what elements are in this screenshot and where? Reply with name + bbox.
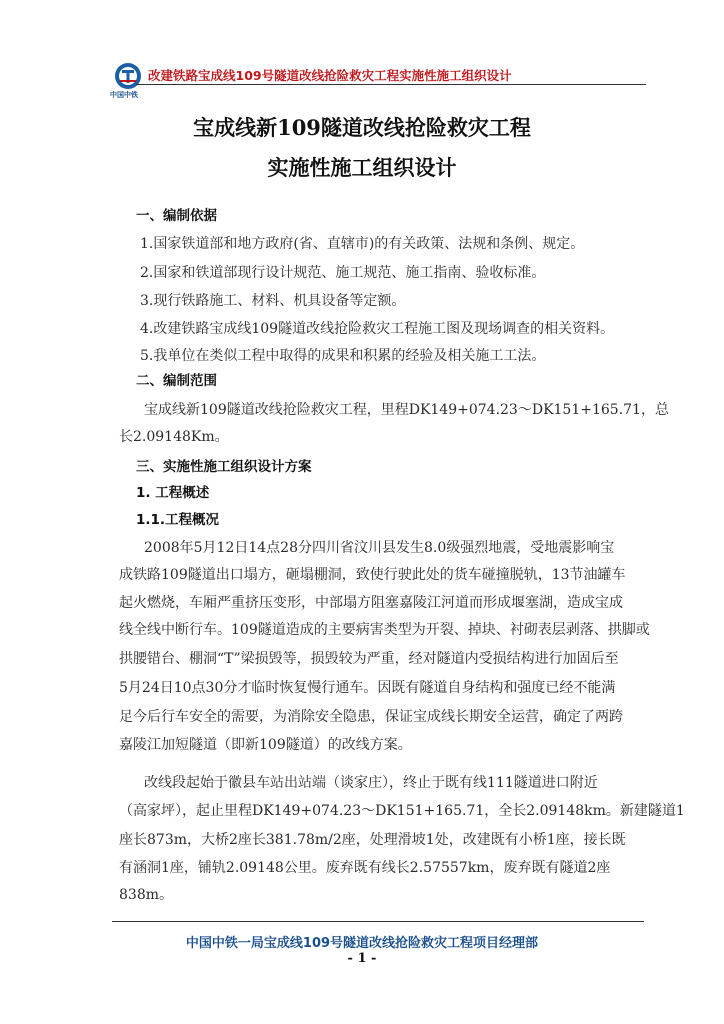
body-line: 2008年5月12日14点28分四川省汶川县发生8.0级强烈地震，受地震影响宝 bbox=[144, 540, 615, 556]
body-line: 嘉陵江加短隧道（即新109隧道）的改线方案。 bbox=[119, 737, 412, 753]
body-line: 2.国家和铁道部现行设计规范、施工规范、施工指南、验收标准。 bbox=[140, 265, 546, 281]
body-line: 4.改建铁路宝成线109隧道改线抢险救灾工程施工图及现场调查的相关资料。 bbox=[140, 321, 615, 337]
body-line: 5.我单位在类似工程中取得的成果和积累的经验及相关施工工法。 bbox=[140, 348, 546, 364]
body-line: 拱腰错台、棚洞“T”梁损毁等，损毁较为严重，经对隧道内受损结构进行加固后至 bbox=[119, 651, 619, 667]
body-line: （高家坪），起止里程DK149+074.23～DK151+165.71，全长2.09148km。新建隧道1 bbox=[119, 803, 685, 819]
section-heading: 二、编制范围 bbox=[136, 373, 217, 389]
body-line: 起火燃烧，车厢严重挤压变形，中部塌方阻塞嘉陵江河道而形成堰塞湖，造成宝成 bbox=[119, 595, 623, 611]
body-line: 线全线中断行车。109隧道造成的主要病害类型为开裂、掉块、衬砌表层剥落、拱脚或 bbox=[119, 622, 650, 638]
body-line: 3.现行铁路施工、材料、机具设备等定额。 bbox=[140, 293, 406, 309]
body-line: 改线段起始于徽县车站出站端（谈家庄），终止于既有线111隧道进口附近 bbox=[144, 775, 598, 791]
page-header bbox=[108, 58, 648, 102]
body-line: 长2.09148Km。 bbox=[119, 429, 229, 445]
body-line: 成铁路109隧道出口塌方，砸塌棚洞，致使行驶此处的货车碰撞脱轨，13节油罐车 bbox=[119, 567, 626, 583]
body-line: 宝成线新109隧道改线抢险救灾工程，里程DK149+074.23～DK151+165.71，总 bbox=[144, 402, 669, 418]
section-heading: 三、实施性施工组织设计方案 bbox=[136, 459, 312, 475]
subsection-heading: 1.1.工程概况 bbox=[136, 512, 220, 528]
document-title-line2: 实施性施工组织设计 bbox=[267, 155, 457, 180]
header-title: 改建铁路宝成线109号隧道改线抢险救灾工程实施性施工组织设计 bbox=[148, 68, 512, 83]
body-line: 838m。 bbox=[119, 887, 173, 903]
document-title-line1: 宝成线新109隧道改线抢险救灾工程 bbox=[193, 115, 531, 140]
logo-text: 中国中铁 bbox=[110, 91, 138, 99]
subsection-heading: 1. 工程概述 bbox=[136, 485, 210, 501]
section-heading: 一、编制依据 bbox=[136, 208, 217, 224]
body-line: 座长873m，大桥2座长381.78m/2座，处理滑坡1处，改建既有小桥1座，接长既 bbox=[119, 832, 626, 848]
body-line: 5月24日10点30分才临时恢复慢行通车。因既有隧道自身结构和强度已经不能满 bbox=[119, 680, 616, 696]
footer-text: 中国中铁一局宝成线109号隧道改线抢险救灾工程项目经理部 bbox=[185, 936, 539, 951]
header-divider bbox=[136, 84, 646, 85]
body-line: 1.国家铁道部和地方政府(省、直辖市)的有关政策、法规和条例、规定。 bbox=[140, 236, 585, 252]
page-number: - 1 - bbox=[347, 951, 377, 966]
footer-divider bbox=[112, 921, 644, 922]
body-line: 足今后行车安全的需要，为消除安全隐患，保证宝成线长期安全运营，确定了两跨 bbox=[119, 709, 623, 725]
body-line: 有涵洞1座，铺轨2.09148公里。废弃既有线长2.57557km，废弃既有隧道2座 bbox=[119, 860, 611, 876]
